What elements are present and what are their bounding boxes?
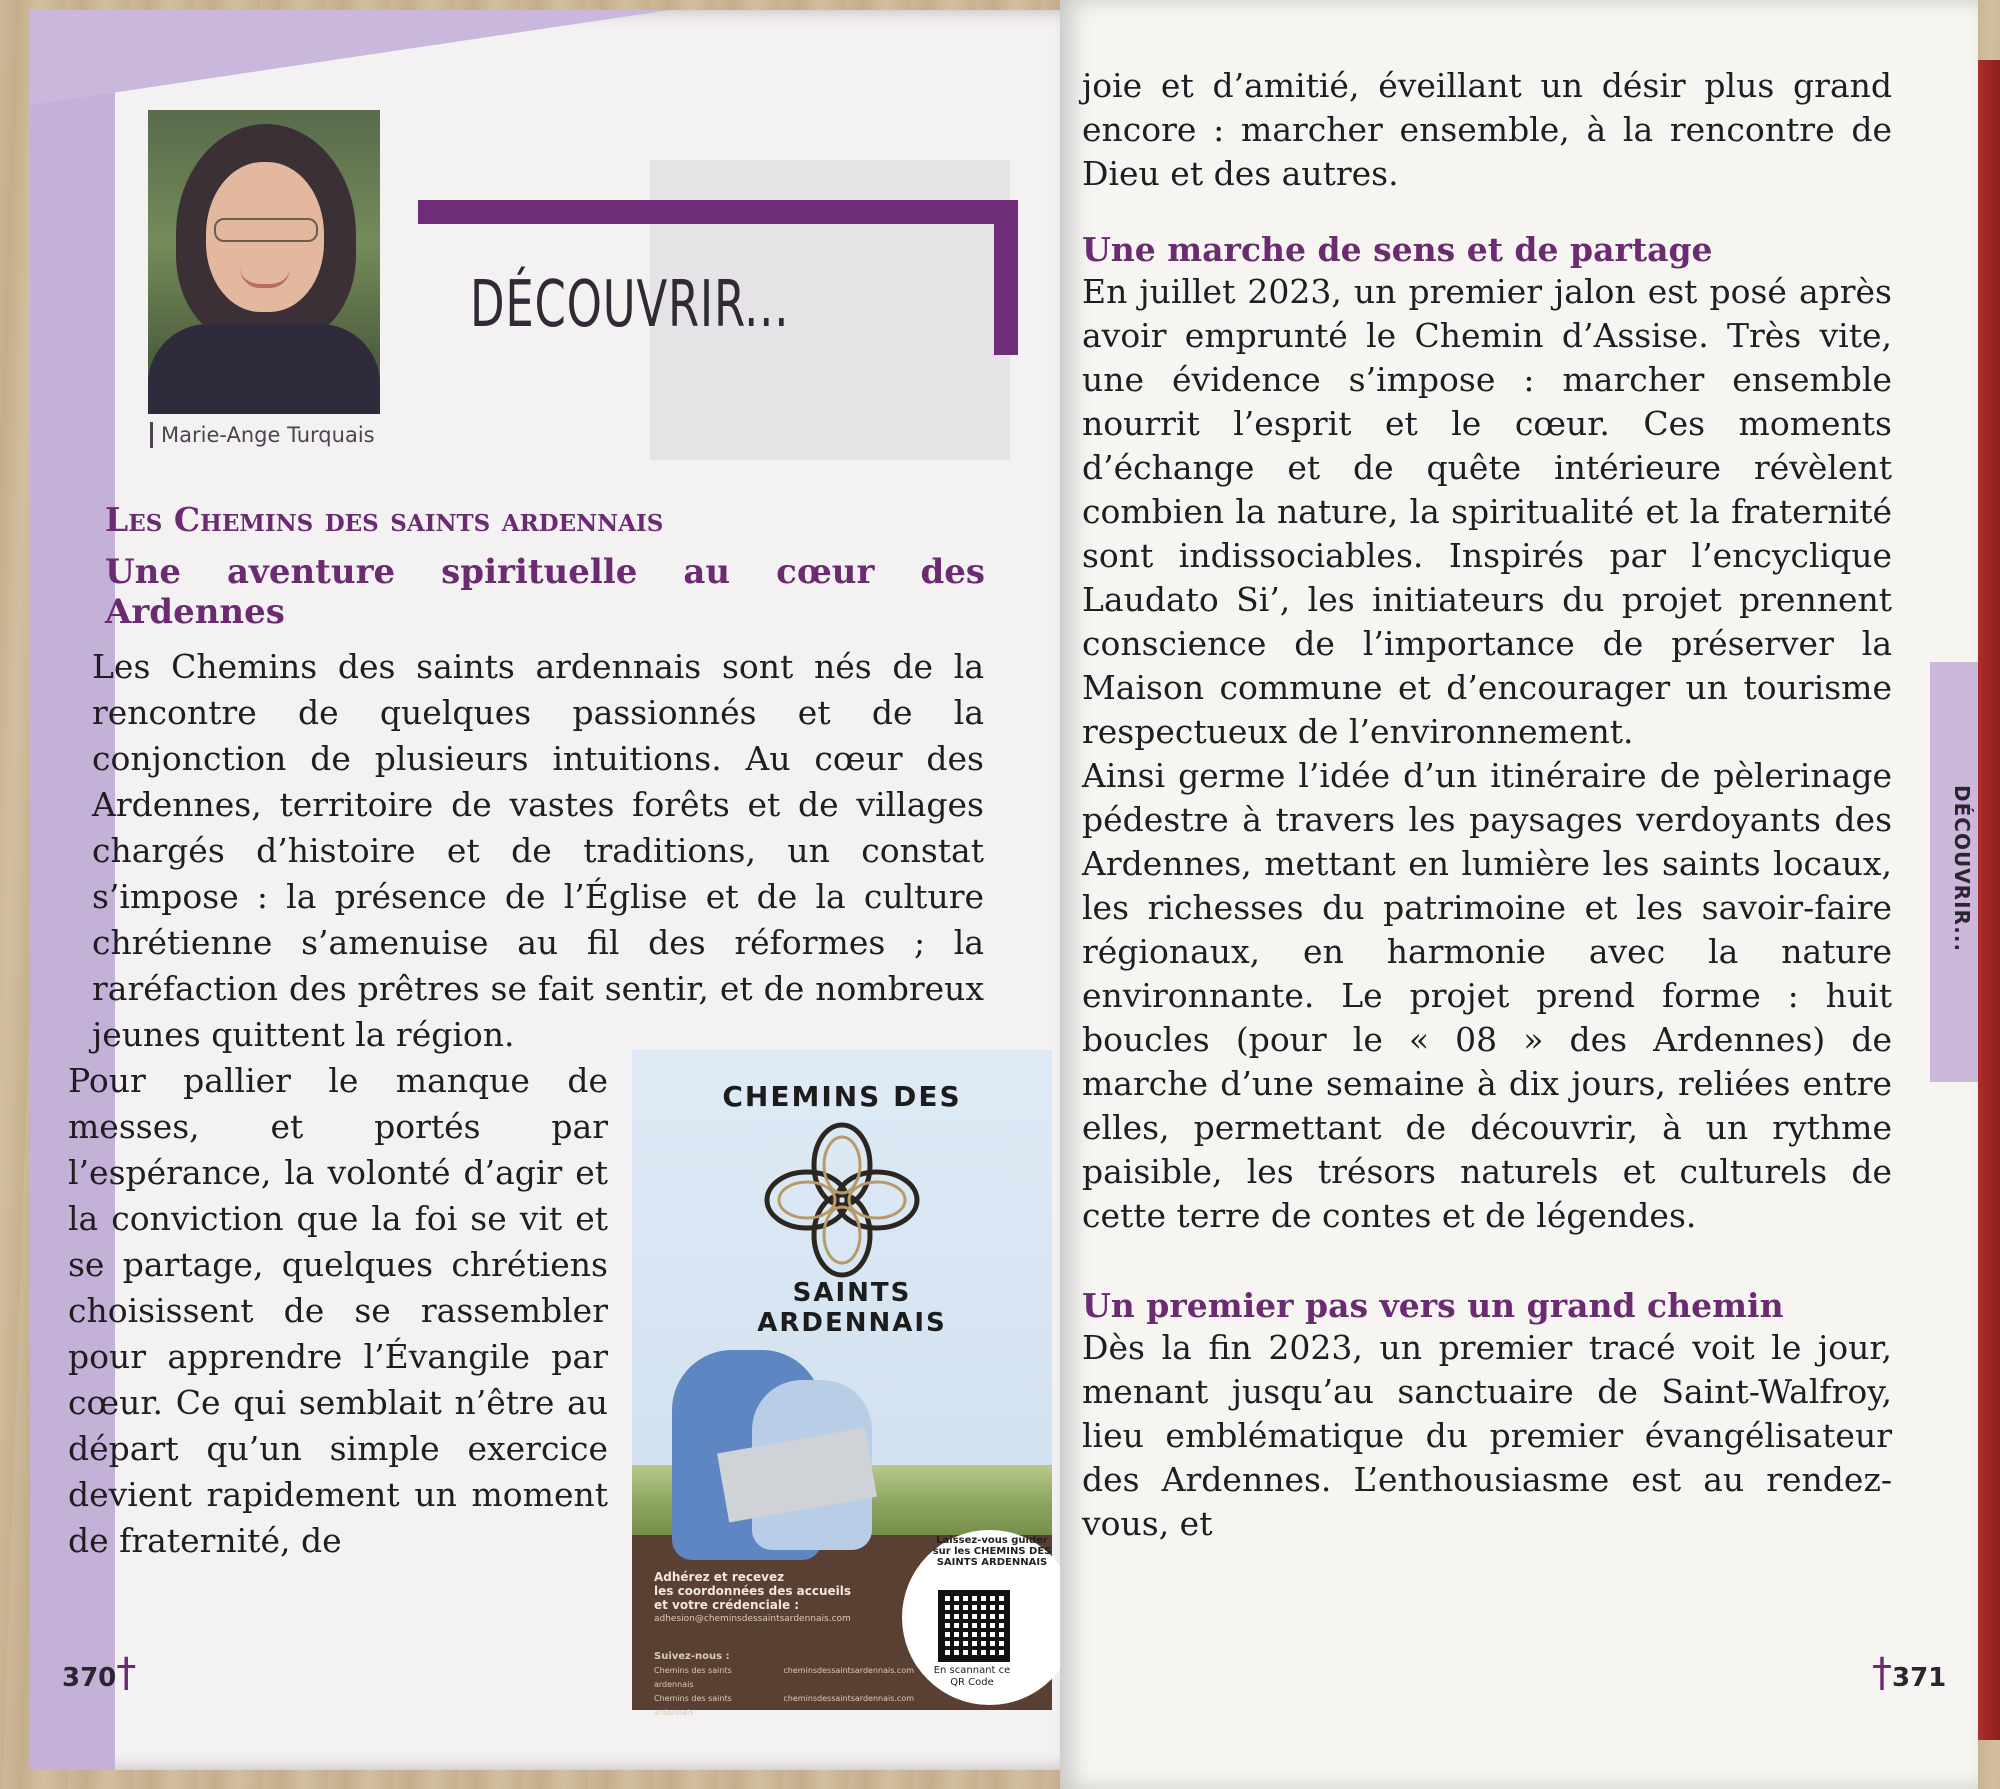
right-paragraph-continued: joie et d’amitié, éveillant un désir plus grand encore : marcher ensemble, à la rencontre de Dieu et des autres. <box>1082 66 1892 193</box>
right-heading-2: Un premier pas vers un grand chemin <box>1082 1286 1784 1325</box>
dagger-icon-right: † <box>1872 1650 1892 1696</box>
flyer-title-top: CHEMINS DES <box>722 1080 962 1113</box>
flyer-title-bottom: SAINTS ARDENNAIS <box>757 1278 947 1338</box>
side-tab-label: DÉCOUVRIR... <box>1950 785 1974 953</box>
flyer-social-facebook: Chemins des saints ardennais <box>654 1666 732 1689</box>
flyer-social-list <box>654 1650 914 1720</box>
flyer-join-text <box>654 1570 904 1626</box>
qr-code-icon <box>938 1590 1010 1662</box>
chemins-flyer <box>632 1050 1052 1717</box>
section-heading: DÉCOUVRIR... <box>470 268 790 342</box>
quatrefoil-logo-icon <box>752 1120 932 1280</box>
right-page-number <box>1872 1650 1946 1696</box>
flyer-social-web: cheminsdessaintsardennais.com <box>783 1666 914 1675</box>
author-photo <box>148 110 380 406</box>
left-page-number <box>62 1650 136 1696</box>
flyer-email: adhesion@cheminsdessaintsardennais.com <box>654 1614 851 1624</box>
flyer-follow-label: Suivez-nous : <box>654 1651 730 1662</box>
flyer-join-line-1: Adhérez et recevez <box>654 1570 785 1584</box>
qr-badge-text: Laissez-vous guider sur les CHEMINS DES SAINTS ARDENNAIS <box>932 1535 1052 1568</box>
dagger-icon: † <box>116 1650 137 1696</box>
right-page-body <box>1082 64 1892 1546</box>
flyer-join-line-2: les coordonnées des accueils <box>654 1584 852 1598</box>
flyer-join-line-3: et votre crédenciale : <box>654 1598 800 1612</box>
right-paragraph-3: Dès la fin 2023, un premier tracé voit le jour, menant jusqu’au sanctuaire de Saint-Walfroy, lieu emblématique du premier évangélisateur des Ardennes. L’enthousiasme est au rendez-vous, et <box>1082 1328 1892 1543</box>
right-heading-1: Une marche de sens et de partage <box>1082 230 1713 269</box>
lavender-corner <box>30 10 670 105</box>
right-paragraph-1: En juillet 2023, un premier jalon est posé après avoir emprunté le Chemin d’Assise. Très vite, une évidence s’impose : marcher ensemble nourrit l’esprit et le cœur. Ces moments d’échange et de quête intérieure révèlent combien la nature, la spiritualité et la fraternité sont indissociables. Inspirés par l’encyclique Laudato Si’, les initiateurs du projet prennent conscience de l’importance de préserver la Maison commune et d’encourager un tourisme respectueux de l’environnement. <box>1082 272 1892 751</box>
left-paragraph-2: Pour pallier le manque de messes, et portés par l’espérance, la volonté d’agir et la conviction que la foi se vit et se partage, quelques chrétiens choisissent de se rassembler pour apprendre l’Évangile par cœur. Ce qui semblait n’être au départ qu’un simple exercice devient rapidement un moment de fraternité, de <box>68 1061 608 1560</box>
left-page-number-value: 370 <box>62 1663 117 1693</box>
article-subtitle: Une aventure spirituelle au cœur des Ardennes <box>105 552 985 632</box>
photo-caption: Marie-Ange Turquais <box>150 422 375 448</box>
right-page-number-value: 371 <box>1892 1663 1947 1693</box>
article-title: Les Chemins des saints ardennais <box>105 500 664 539</box>
left-paragraph-1: Les Chemins des saints ardennais sont nés de la rencontre de quelques passionnés et de la conjonction de plusieurs intuitions. Au cœur des Ardennes, territoire de vastes forêts et de villages chargés d’histoire et de traditions, un constat s’impose : la présence de l’Église et de la culture chrétienne s’amenuise au fil des réformes ; la raréfaction des prêtres se fait sentir, et de nombreux jeunes quittent la région. <box>92 647 984 1054</box>
right-paragraph-2: Ainsi germe l’idée d’un itinéraire de pèlerinage pédestre à travers les paysages verdoyants des Ardennes, mettant en lumière les saints locaux, les richesses du patrimoine et les savoir-faire régionaux, en harmonie avec la nature environnante. Le projet prend forme : huit boucles (pour le « 08 » des Ardennes) de marche d’une semaine à dix jours, reliées entre elles, permettant de découvrir, à un rythme paisible, les trésors naturels et culturels de cette terre de contes et de légendes. <box>1082 756 1892 1235</box>
heading-frame-top <box>418 200 1018 224</box>
flyer-social-web-2: cheminsdessaintsardennais.com <box>783 1694 914 1703</box>
heading-frame-right <box>994 200 1018 355</box>
qr-caption: En scannant ce QR Code <box>933 1665 1011 1688</box>
flyer-social-instagram: Chemins des saints ardennais <box>654 1694 732 1717</box>
